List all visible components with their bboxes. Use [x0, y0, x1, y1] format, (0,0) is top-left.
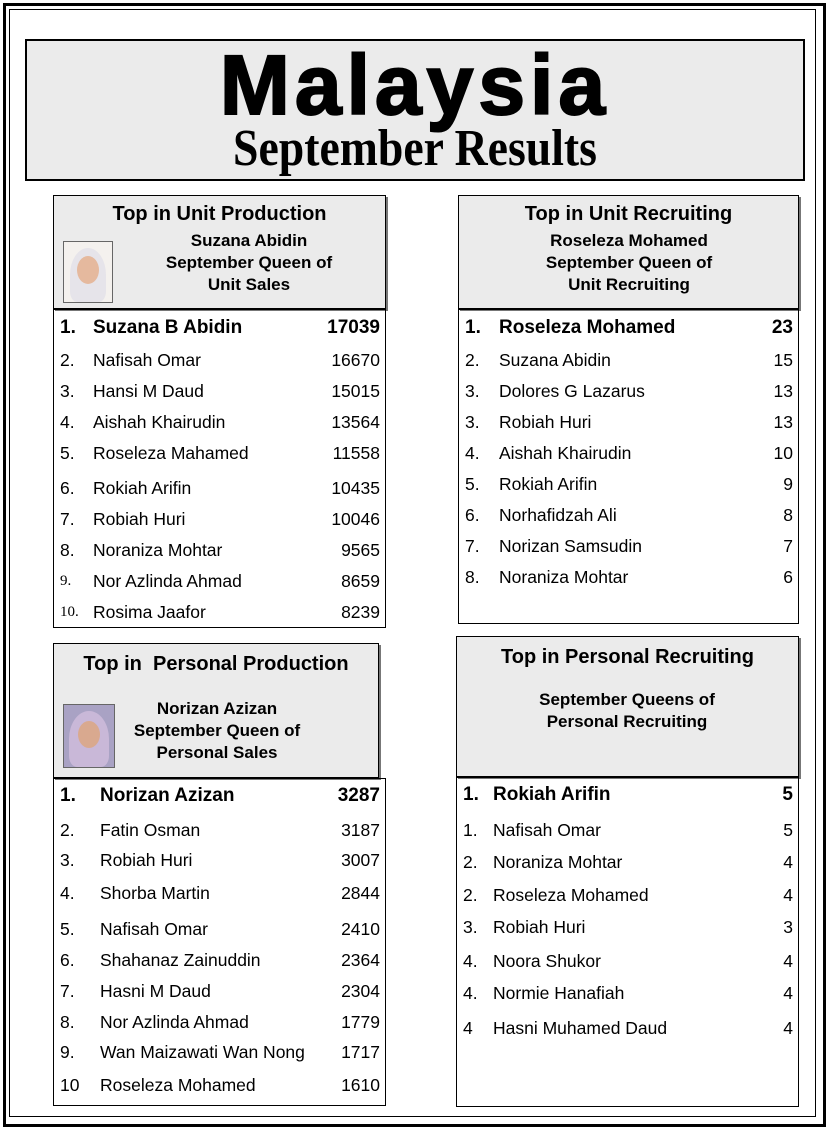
- row-rank: 4.: [463, 951, 478, 971]
- list-row: [457, 850, 798, 874]
- row-value: 15: [773, 350, 793, 370]
- row-name: Shorba Martin: [100, 883, 210, 903]
- row-rank: 9.: [60, 573, 72, 589]
- row-value: 9: [783, 474, 793, 494]
- unit-production-winner: Suzana Abidin: [190, 231, 308, 250]
- row-value: 11558: [332, 443, 380, 463]
- row-value: 13: [773, 412, 793, 432]
- row-name: Roseleza Mohamed: [499, 317, 676, 338]
- row-value: 8: [783, 505, 793, 525]
- list-row: [459, 379, 798, 403]
- winner-photo: [63, 704, 115, 768]
- list-row: [457, 818, 798, 842]
- list-row: [459, 348, 798, 372]
- personal-recruiting-caption-line2: Personal Recruiting: [546, 711, 708, 731]
- row-value: 1610: [341, 1075, 380, 1095]
- row-value: 2410: [341, 919, 380, 939]
- row-value: 5: [782, 784, 793, 805]
- row-rank: 8.: [60, 540, 75, 560]
- row-value: 9565: [341, 540, 380, 560]
- list-row: [54, 1073, 385, 1097]
- row-value: 4: [783, 885, 793, 905]
- list-row: [54, 316, 385, 340]
- row-name: Roseleza Mahamed: [93, 443, 249, 463]
- list-row: [457, 1016, 798, 1040]
- row-name: Robiah Huri: [100, 850, 193, 870]
- personal-recruiting-header: [456, 636, 799, 777]
- row-value: 1779: [341, 1012, 380, 1032]
- row-name: Rosima Jaafor: [93, 602, 206, 622]
- row-value: 13: [773, 381, 793, 401]
- row-rank: 3.: [465, 381, 480, 401]
- row-value: 7: [783, 536, 793, 556]
- row-name: Robiah Huri: [93, 509, 186, 529]
- row-name: Norhafidzah Ali: [499, 505, 617, 525]
- row-rank: 2.: [60, 350, 75, 370]
- row-name: Hansi M Daud: [93, 381, 204, 401]
- list-row: [54, 569, 385, 593]
- row-name: Norizan Samsudin: [499, 536, 642, 556]
- row-name: Nor Azlinda Ahmad: [93, 571, 242, 591]
- row-name: Robiah Huri: [499, 412, 592, 432]
- row-name: Noraniza Mohtar: [493, 852, 623, 872]
- list-row: [54, 410, 385, 434]
- row-value: 2364: [341, 950, 380, 970]
- list-row: [457, 981, 798, 1005]
- row-name: Aishah Khairudin: [499, 443, 632, 463]
- row-value: 4: [783, 1018, 793, 1038]
- list-row: [459, 565, 798, 589]
- row-value: 3: [783, 917, 793, 937]
- row-name: Roseleza Mohamed: [493, 885, 649, 905]
- row-name: Rokiah Arifin: [499, 474, 598, 494]
- row-value: 3187: [341, 820, 380, 840]
- personal-production-list: [53, 778, 386, 1106]
- unit-recruiting-header: [458, 195, 799, 309]
- list-row: [457, 915, 798, 939]
- row-rank: 4: [463, 1018, 473, 1038]
- list-row: [54, 600, 385, 624]
- row-rank: 2.: [60, 820, 75, 840]
- row-value: 1717: [341, 1042, 380, 1062]
- row-value: 4: [783, 983, 793, 1003]
- row-value: 10046: [331, 509, 380, 529]
- row-rank: 3.: [465, 412, 480, 432]
- unit-production-header: [53, 195, 386, 309]
- country-title: Malaysia: [219, 38, 611, 132]
- unit-production-caption-line1: September Queen of: [165, 252, 333, 272]
- personal-production-caption-line2: Personal Sales: [156, 742, 278, 762]
- unit-production-caption-line2: Unit Sales: [207, 274, 291, 294]
- row-rank: 9.: [60, 1042, 75, 1062]
- row-rank: 3.: [463, 917, 478, 937]
- row-value: 4: [783, 852, 793, 872]
- unit-recruiting-caption-line1: September Queen of: [545, 252, 713, 272]
- row-name: Suzana Abidin: [499, 350, 611, 370]
- list-row: [54, 784, 385, 808]
- row-name: Nor Azlinda Ahmad: [100, 1012, 249, 1032]
- row-value: 4: [783, 951, 793, 971]
- row-value: 17039: [327, 317, 380, 338]
- row-name: Nafisah Omar: [493, 820, 601, 840]
- list-row: [459, 410, 798, 434]
- personal-production-title: Top in Personal Production: [83, 653, 349, 675]
- unit-recruiting-caption-line2: Unit Recruiting: [568, 274, 690, 294]
- row-name: Nafisah Omar: [100, 919, 208, 939]
- row-rank: 4.: [463, 983, 478, 1003]
- row-value: 8239: [341, 602, 380, 622]
- list-row: [54, 979, 385, 1003]
- row-rank: 6.: [60, 950, 75, 970]
- row-name: Noraniza Mohtar: [499, 567, 629, 587]
- unit-recruiting-title: Top in Unit Recruiting: [524, 203, 733, 225]
- row-rank: 7.: [60, 509, 75, 529]
- row-value: 2304: [341, 981, 380, 1001]
- row-rank: 4.: [60, 883, 75, 903]
- list-row: [54, 538, 385, 562]
- personal-recruiting-list: [456, 777, 799, 1107]
- row-value: 3007: [341, 850, 380, 870]
- list-row: [54, 1010, 385, 1034]
- row-rank: 10: [60, 1075, 80, 1095]
- row-rank: 8.: [465, 567, 480, 587]
- personal-recruiting-title: Top in Personal Recruiting: [501, 646, 754, 668]
- row-name: Rokiah Arifin: [493, 784, 611, 805]
- list-row: [54, 917, 385, 941]
- row-name: Fatin Osman: [100, 820, 201, 840]
- row-value: 6: [783, 567, 793, 587]
- row-name: Roseleza Mohamed: [100, 1075, 256, 1095]
- unit-recruiting-list: [458, 309, 799, 624]
- unit-production-caption: [144, 230, 354, 295]
- row-value: 3287: [337, 785, 380, 806]
- row-rank: 5.: [60, 919, 75, 939]
- row-rank: 6.: [60, 478, 75, 498]
- list-row: [54, 818, 385, 842]
- list-row: [54, 379, 385, 403]
- list-row: [459, 503, 798, 527]
- row-rank: 1.: [463, 784, 479, 805]
- row-name: Nafisah Omar: [93, 350, 201, 370]
- list-row: [54, 348, 385, 372]
- row-name: Aishah Khairudin: [93, 412, 226, 432]
- row-name: Normie Hanafiah: [493, 983, 625, 1003]
- row-name: Hasni Muhamed Daud: [493, 1018, 668, 1038]
- unit-production-list: [53, 309, 386, 628]
- list-row: [54, 507, 385, 531]
- list-row: [459, 534, 798, 558]
- row-name: Noora Shukor: [493, 951, 601, 971]
- list-row: [54, 881, 385, 905]
- row-rank: 7.: [60, 981, 75, 1001]
- row-rank: 8.: [60, 1012, 75, 1032]
- row-value: 5: [783, 820, 793, 840]
- row-rank: 10.: [60, 604, 79, 620]
- list-row: [457, 883, 798, 907]
- row-rank: 3.: [60, 381, 75, 401]
- row-name: Hasni M Daud: [100, 981, 211, 1001]
- row-rank: 1.: [465, 317, 481, 338]
- row-value: 23: [771, 317, 793, 338]
- personal-recruiting-caption: [497, 689, 757, 733]
- list-row: [54, 1040, 385, 1064]
- row-value: 15015: [331, 381, 380, 401]
- personal-production-caption-line1: September Queen of: [133, 720, 301, 740]
- row-rank: 1.: [60, 785, 76, 806]
- list-row: [54, 848, 385, 872]
- personal-production-caption: [112, 698, 322, 763]
- list-row: [459, 441, 798, 465]
- row-value: 10435: [331, 478, 380, 498]
- list-row: [459, 472, 798, 496]
- row-rank: 1.: [463, 820, 478, 840]
- title-banner: [25, 39, 805, 181]
- row-value: 8659: [341, 571, 380, 591]
- row-rank: 4.: [60, 412, 75, 432]
- unit-recruiting-caption: [499, 230, 759, 295]
- row-value: 16670: [331, 350, 380, 370]
- row-name: Robiah Huri: [493, 917, 586, 937]
- row-name: Norizan Azizan: [100, 785, 235, 806]
- row-name: Suzana B Abidin: [93, 317, 243, 338]
- row-name: Rokiah Arifin: [93, 478, 192, 498]
- row-name: Wan Maizawati Wan Nong: [100, 1042, 305, 1062]
- unit-production-title: Top in Unit Production: [112, 203, 327, 225]
- row-rank: 5.: [465, 474, 480, 494]
- row-rank: 4.: [465, 443, 480, 463]
- list-row: [54, 476, 385, 500]
- row-name: Shahanaz Zainuddin: [100, 950, 261, 970]
- list-row: [459, 316, 798, 340]
- row-rank: 2.: [463, 852, 478, 872]
- row-value: 13564: [331, 412, 380, 432]
- list-row: [457, 949, 798, 973]
- personal-recruiting-caption-line1: September Queens of: [539, 690, 715, 709]
- list-row: [54, 948, 385, 972]
- row-rank: 2.: [463, 885, 478, 905]
- winner-photo: [63, 241, 113, 303]
- row-rank: 7.: [465, 536, 480, 556]
- list-row: [457, 783, 798, 807]
- row-rank: 5.: [60, 443, 75, 463]
- row-rank: 1.: [60, 317, 76, 338]
- row-value: 2844: [341, 883, 380, 903]
- row-name: Dolores G Lazarus: [499, 381, 645, 401]
- row-rank: 2.: [465, 350, 480, 370]
- row-rank: 3.: [60, 850, 75, 870]
- row-name: Noraniza Mohtar: [93, 540, 223, 560]
- list-row: [54, 441, 385, 465]
- personal-production-header: [53, 643, 379, 778]
- personal-production-winner: Norizan Azizan: [156, 699, 278, 718]
- unit-recruiting-winner: Roseleza Mohamed: [550, 231, 708, 250]
- results-subtitle: September Results: [233, 120, 597, 177]
- row-value: 10: [773, 443, 793, 463]
- row-rank: 6.: [465, 505, 480, 525]
